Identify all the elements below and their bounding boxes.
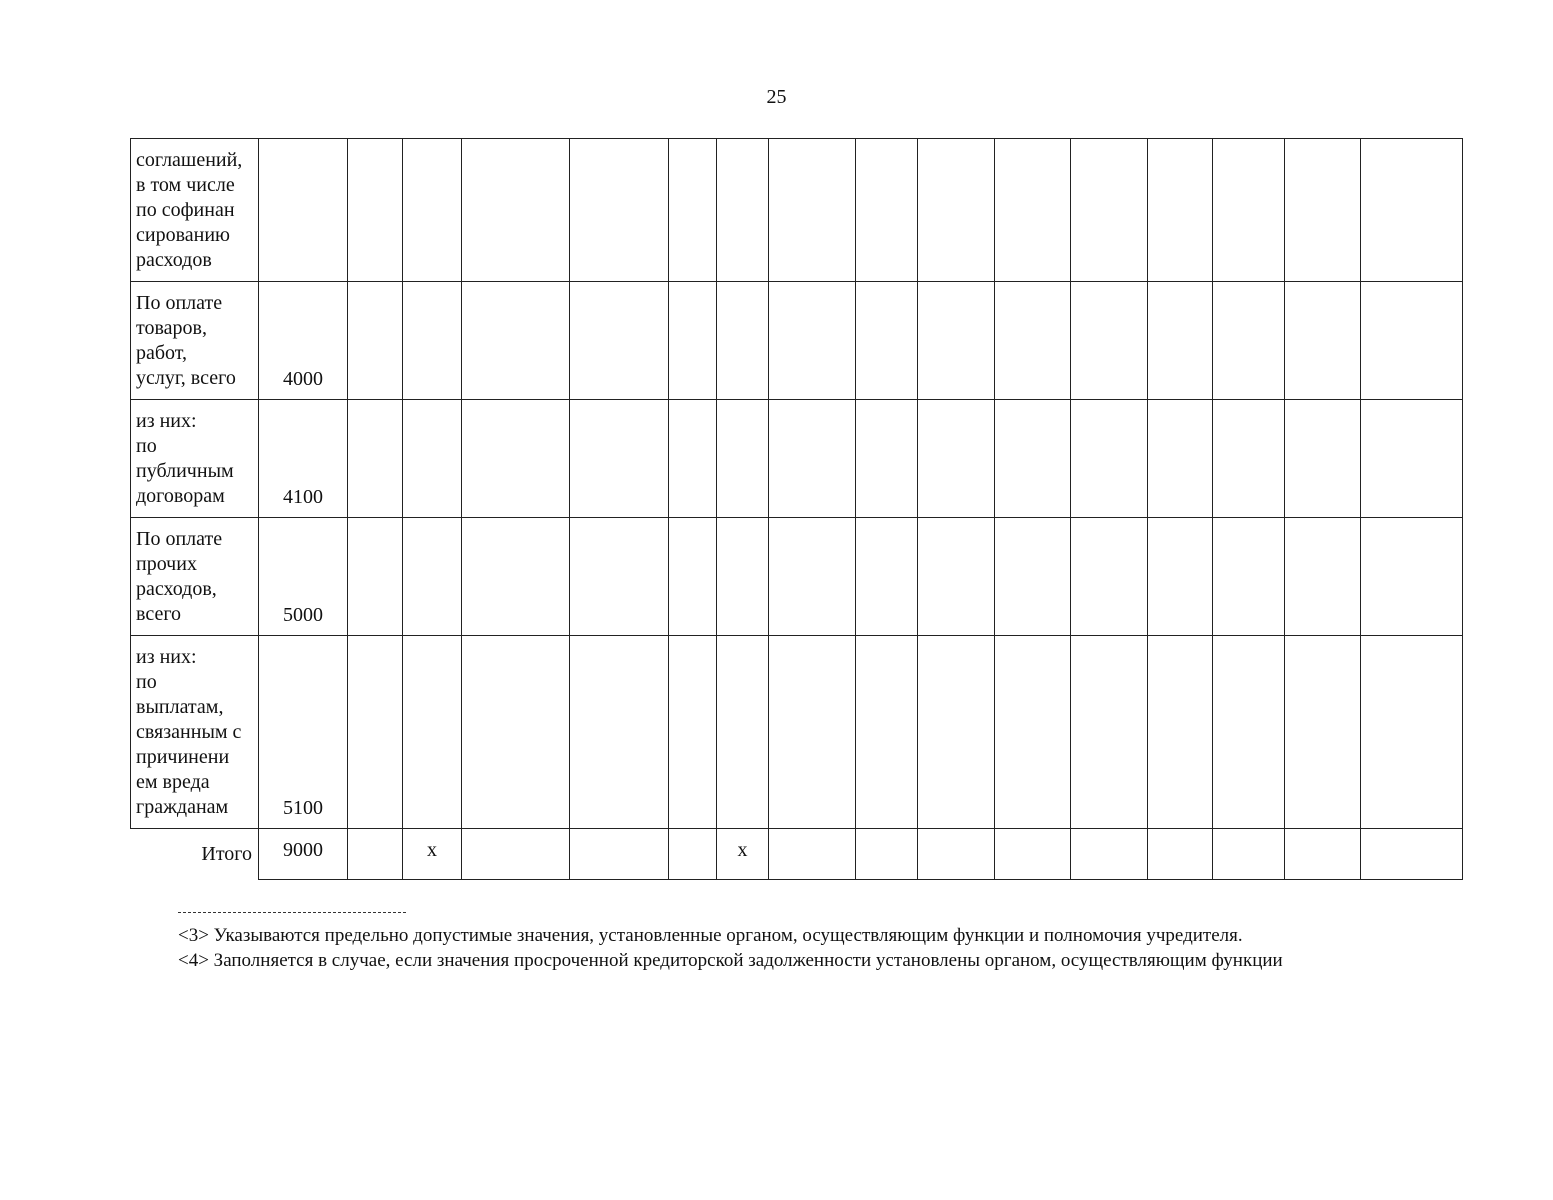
total-cell (462, 829, 570, 880)
page-number: 25 (766, 86, 787, 108)
total-label: Итого (131, 829, 259, 880)
table-row (131, 139, 1463, 282)
footnote-4: <4> Заполняется в случае, если значения просроченной кредиторской задолженности установлены органом, осуществляющим функции (178, 950, 1283, 971)
row-label: из них: по выплатам, связанным с причинени ем вреда гражданам (131, 636, 259, 829)
row-code: 4100 (259, 400, 348, 518)
row-code (259, 139, 348, 282)
total-cell: x (403, 829, 462, 880)
table-row (131, 400, 1463, 518)
total-cell (995, 829, 1071, 880)
row-label: из них: по публичным договорам (131, 400, 259, 518)
total-cell: x (717, 829, 769, 880)
total-cell (769, 829, 856, 880)
row-label: По оплате прочих расходов, всего (131, 518, 259, 636)
total-cell (1071, 829, 1148, 880)
total-cell (1148, 829, 1213, 880)
total-cell (918, 829, 995, 880)
total-code: 9000 (259, 829, 348, 880)
report-table (130, 138, 1463, 880)
total-cell (856, 829, 918, 880)
footnote-3: <3> Указываются предельно допустимые значения, установленные органом, осуществляющим функции и полномочия учредителя. (178, 925, 1243, 946)
total-cell (570, 829, 669, 880)
table-row (131, 636, 1463, 829)
footnote-separator (178, 912, 406, 913)
row-code: 4000 (259, 282, 348, 400)
total-row (131, 829, 1463, 880)
total-cell (1361, 829, 1463, 880)
total-cell (1285, 829, 1361, 880)
row-label: По оплате товаров, работ, услуг, всего (131, 282, 259, 400)
total-cell (669, 829, 717, 880)
table-row (131, 282, 1463, 400)
table-row (131, 518, 1463, 636)
total-cell (348, 829, 403, 880)
total-cell (1213, 829, 1285, 880)
row-code: 5000 (259, 518, 348, 636)
row-code: 5100 (259, 636, 348, 829)
row-label: соглашений, в том числе по софинан сированию расходов (131, 139, 259, 282)
